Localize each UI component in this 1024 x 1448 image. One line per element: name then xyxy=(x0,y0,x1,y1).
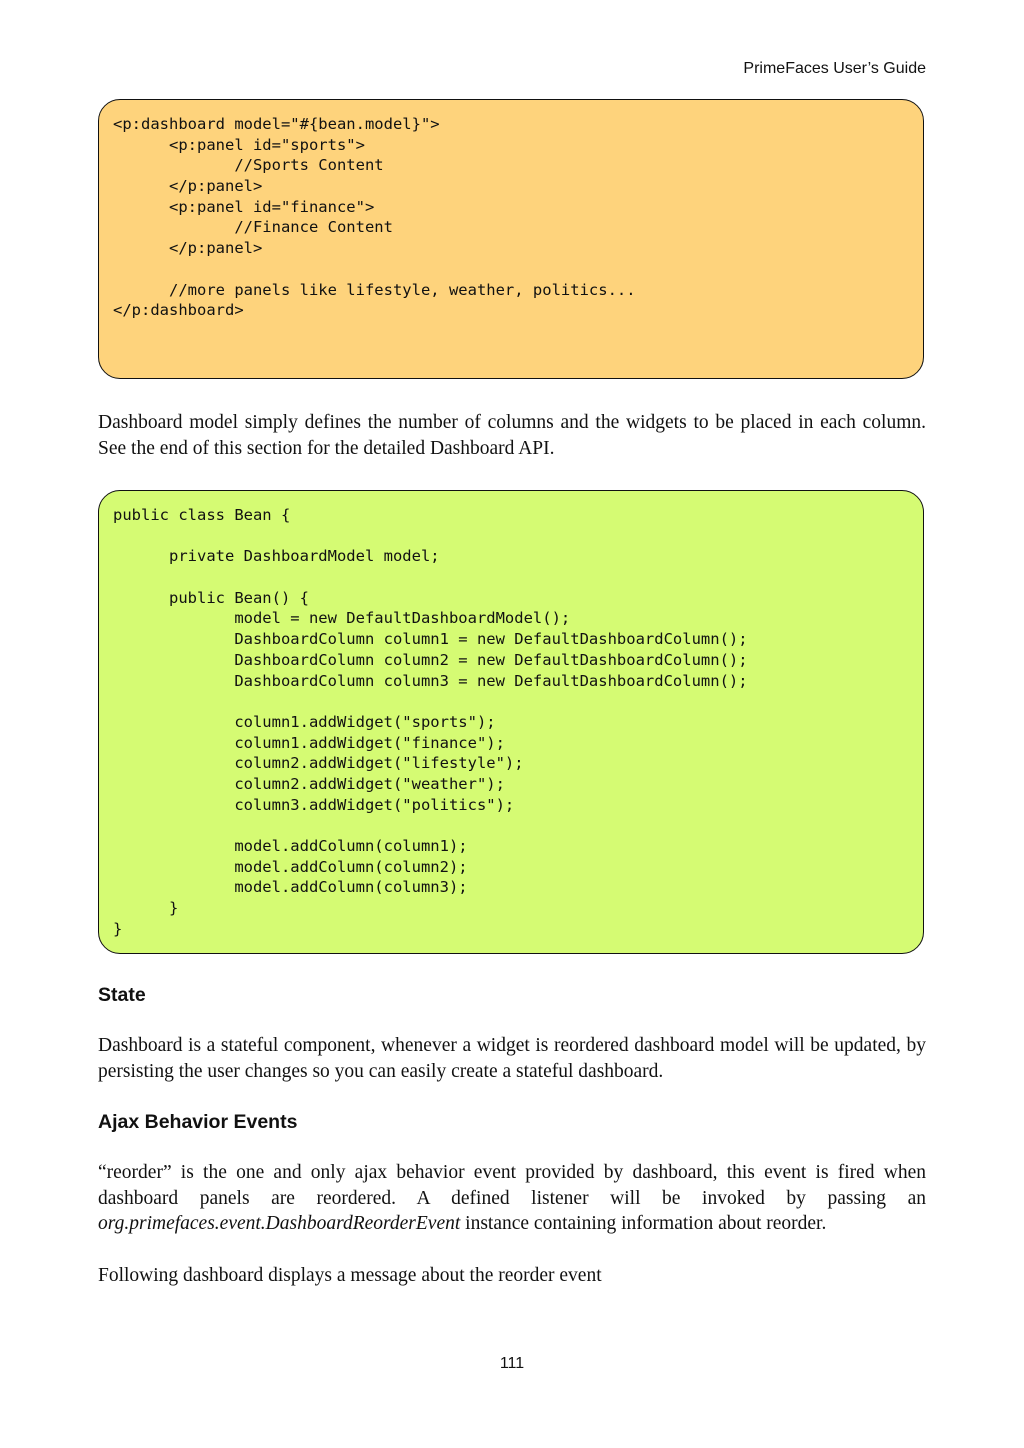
code-line: model.addColumn(column2); xyxy=(113,857,468,876)
code-line: private DashboardModel model; xyxy=(113,547,440,566)
code-line: </p:panel> xyxy=(113,239,263,258)
code-line: <p:panel id="sports"> xyxy=(113,135,365,154)
code-line: <p:dashboard model="#{bean.model}"> xyxy=(113,115,440,133)
code-line xyxy=(113,567,909,588)
code-line: //more panels like lifestyle, weather, politics... xyxy=(113,280,636,299)
code-line: } xyxy=(113,919,123,938)
event-class-name: org.primefaces.event.DashboardReorderEvent xyxy=(98,1213,461,1234)
paragraph-dashboard-model: Dashboard model simply defines the number of columns and the widgets to be placed in each column. See the end of this section for the detailed Dashboard API. xyxy=(98,412,926,459)
running-header: PrimeFaces User’s Guide xyxy=(743,60,926,77)
code-line: column1.addWidget("finance"); xyxy=(113,733,505,752)
code-line: column2.addWidget("lifestyle"); xyxy=(113,754,524,773)
code-line: </p:dashboard> xyxy=(113,301,244,320)
code-line: DashboardColumn column2 = new DefaultDashboardColumn(); xyxy=(113,650,748,669)
code-line: public Bean() { xyxy=(113,588,309,607)
ajax-text-before: “reorder” is the one and only ajax behavior event provided by dashboard, this event is fired when dashboard panels are reordered. A defined listener will be invoked by passing an xyxy=(98,1162,926,1209)
heading-state: State xyxy=(98,984,146,1006)
code-line: column1.addWidget("sports"); xyxy=(113,712,496,731)
heading-ajax-behavior-events: Ajax Behavior Events xyxy=(98,1111,298,1133)
paragraph-state: Dashboard is a stateful component, whenever a widget is reordered dashboard model will be updated, by persisting the user changes so you can easily create a stateful dashboard. xyxy=(98,1035,926,1082)
code-line: } xyxy=(113,899,179,918)
code-line: //Sports Content xyxy=(113,156,384,175)
paragraph-following-dashboard: Following dashboard displays a message about the reorder event xyxy=(98,1265,602,1286)
code-line: column3.addWidget("politics"); xyxy=(113,795,515,814)
code-block-bean-class xyxy=(98,490,924,954)
code-line: model.addColumn(column1); xyxy=(113,837,468,855)
code-line: model = new DefaultDashboardModel(); xyxy=(113,609,571,628)
code-line: </p:panel> xyxy=(113,177,263,196)
code-line xyxy=(113,691,909,712)
page-number: 111 xyxy=(499,1355,525,1372)
ajax-text-after: instance containing information about reorder. xyxy=(460,1213,827,1234)
code-line: column2.addWidget("weather"); xyxy=(113,774,505,793)
code-line xyxy=(113,526,909,547)
paragraph-ajax-events xyxy=(98,1160,926,1237)
code-line xyxy=(113,815,909,836)
code-line: DashboardColumn column1 = new DefaultDashboardColumn(); xyxy=(113,630,748,649)
code-block-dashboard-markup xyxy=(98,99,924,379)
code-line: <p:panel id="finance"> xyxy=(113,197,375,216)
code-line xyxy=(113,259,909,280)
code-line: DashboardColumn column3 = new DefaultDashboardColumn(); xyxy=(113,671,748,690)
code-line: //Finance Content xyxy=(113,218,393,237)
code-line: model.addColumn(column3); xyxy=(113,878,468,897)
code-line: public class Bean { xyxy=(113,506,291,524)
